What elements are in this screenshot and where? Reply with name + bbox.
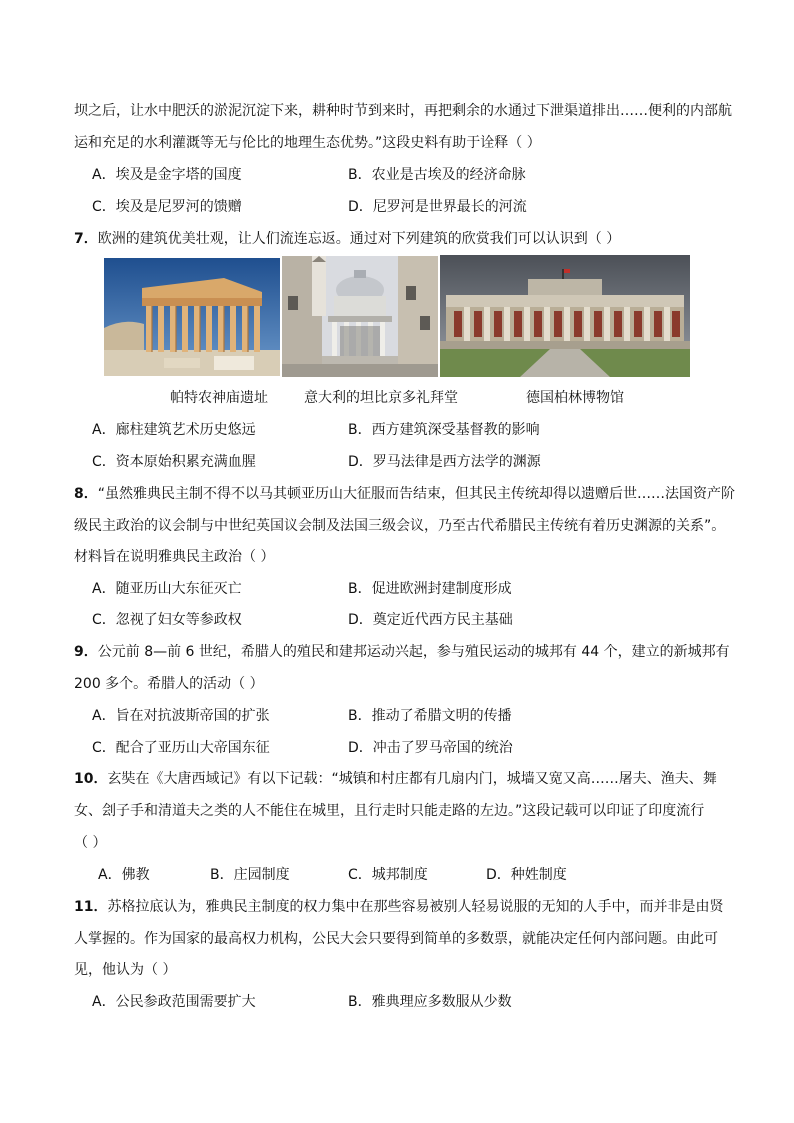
q11-option-a: A．公民参政范围需要扩大 xyxy=(92,994,256,1010)
q8-line-1-text: “虽然雅典民主制不得不以马其顿亚历山大征服而告结束，但其民主传统却得以遗赠后世……法国资产阶 xyxy=(97,486,736,502)
q10-option-c: C．城邦制度 xyxy=(348,867,428,883)
q7-number: 7． xyxy=(74,231,98,247)
q10-line-3: （ ） xyxy=(74,835,107,851)
q6-option-c: C．埃及是尼罗河的馈赠 xyxy=(92,199,242,215)
q7-option-b: B．西方建筑深受基督教的影响 xyxy=(348,422,540,438)
q8-number: 8． xyxy=(74,486,98,502)
q8-line-2: 级民主政治的议会制与中世纪英国议会制及法国三级会议，乃至古代希腊民主传统有着历史渊源的关系”。 xyxy=(74,518,726,534)
q8-option-b: B．促进欧洲封建制度形成 xyxy=(348,581,512,597)
q6-option-b: B．农业是古埃及的经济命脉 xyxy=(348,167,526,183)
parthenon-photo xyxy=(104,258,280,376)
q9-option-d: D．冲击了罗马帝国的统治 xyxy=(348,740,513,756)
q9-number: 9． xyxy=(74,644,98,660)
q9-option-a: A．旨在对抗波斯帝国的扩张 xyxy=(92,708,270,724)
photo-caption-tempietto: 意大利的坦比京多礼拜堂 xyxy=(304,390,458,406)
q8-option-d: D．奠定近代西方民主基础 xyxy=(348,612,513,628)
q10-line-1 xyxy=(74,769,734,789)
tempietto-photo xyxy=(282,256,438,377)
q7-stem-text: 欧洲的建筑优美壮观，让人们流连忘返。通过对下列建筑的欣赏我们可以认识到（ ） xyxy=(97,231,621,247)
photo-caption-berlin-museum: 德国柏林博物馆 xyxy=(526,390,624,406)
q9-option-c: C．配合了亚历山大帝国东征 xyxy=(92,740,270,756)
q9-line-2: 200 多个。希腊人的活动（ ） xyxy=(74,676,264,692)
q11-number: 11． xyxy=(74,899,108,915)
q7-option-a: A．廊柱建筑艺术历史悠远 xyxy=(92,422,256,438)
q6-option-a: A．埃及是金字塔的国度 xyxy=(92,167,242,183)
q10-option-a: A．佛教 xyxy=(98,867,150,883)
q6-line-2: 运和充足的水利灌溉等无与伦比的地理生态优势。”这段史料有助于诠释（ ） xyxy=(74,135,541,151)
berlin-museum-photo xyxy=(440,255,690,377)
photo-caption-parthenon: 帕特农神庙遗址 xyxy=(170,390,268,406)
q10-line-1-text: 玄奘在《大唐西域记》有以下记载：“城镇和村庄都有几扇内门，城墙又宽又高……屠夫、渔夫、舞 xyxy=(107,771,717,787)
q8-line-3: 材料旨在说明雅典民主政治（ ） xyxy=(74,549,275,565)
q6-option-d: D．尼罗河是世界最长的河流 xyxy=(348,199,527,215)
q9-option-b: B．推动了希腊文明的传播 xyxy=(348,708,512,724)
q11-option-b: B．雅典理应多数服从少数 xyxy=(348,994,512,1010)
q8-line-1 xyxy=(74,484,734,504)
q6-line-1: 坝之后，让水中肥沃的淤泥沉淀下来，耕种时节到来时，再把剩余的水通过下泄渠道排出……便利的内部航 xyxy=(74,103,732,119)
q11-line-1 xyxy=(74,897,734,917)
q10-line-2: 女、刽子手和清道夫之类的人不能住在城里，且行走时只能走路的左边。”这段记载可以印证了印度流行 xyxy=(74,803,705,819)
q7-stem xyxy=(74,229,734,249)
q7-option-d: D．罗马法律是西方法学的渊源 xyxy=(348,454,541,470)
q8-option-a: A．随亚历山大东征灭亡 xyxy=(92,581,242,597)
q11-line-3: 见，他认为（ ） xyxy=(74,962,177,978)
q9-line-1 xyxy=(74,642,734,662)
q9-line-1-text: 公元前 8—前 6 世纪，希腊人的殖民和建邦运动兴起，参与殖民运动的城邦有 44 个，建立的新城邦有 xyxy=(97,644,730,660)
q10-option-b: B．庄园制度 xyxy=(210,867,290,883)
q11-line-2: 人掌握的。作为国家的最高权力机构，公民大会只要得到简单的多数票，就能决定任何内部问题。由此可 xyxy=(74,931,718,947)
q8-option-c: C．忽视了妇女等参政权 xyxy=(92,612,242,628)
q7-option-c: C．资本原始积累充满血腥 xyxy=(92,454,256,470)
q10-option-d: D．种姓制度 xyxy=(486,867,567,883)
q11-line-1-text: 苏格拉底认为，雅典民主制度的权力集中在那些容易被别人轻易说服的无知的人手中，而并非是由贤 xyxy=(107,899,724,915)
q10-number: 10． xyxy=(74,771,108,787)
